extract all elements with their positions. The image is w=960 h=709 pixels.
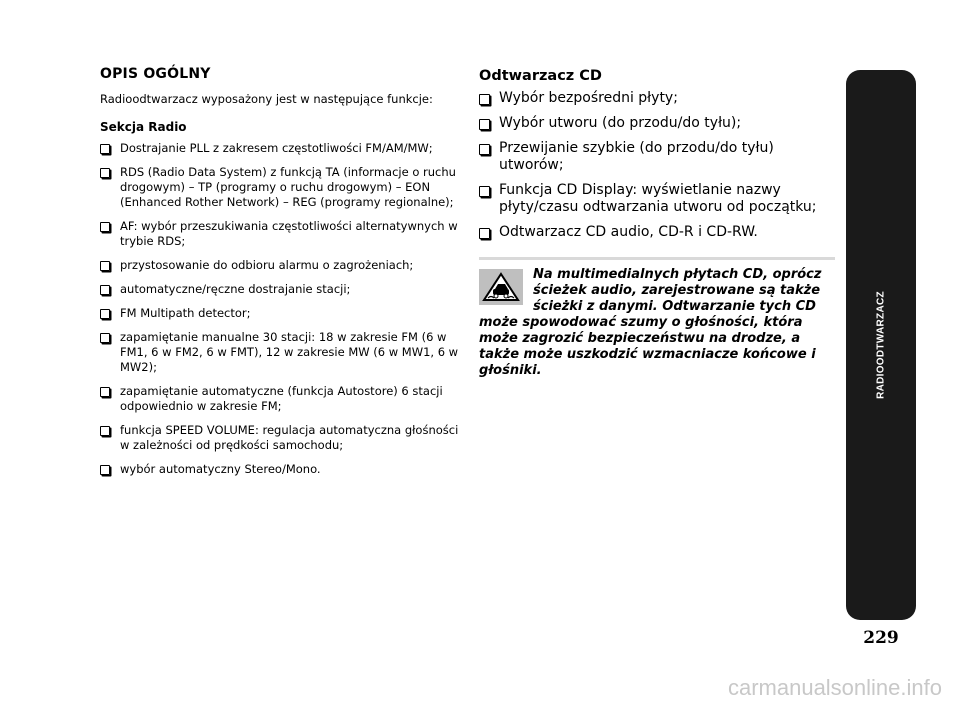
checkbox-bullet-icon — [479, 186, 490, 197]
checkbox-bullet-icon — [100, 426, 110, 436]
radio-subheading: Sekcja Radio — [100, 120, 187, 134]
checkbox-bullet-icon — [100, 285, 110, 295]
list-item: FM Multipath detector; — [100, 306, 460, 321]
list-item: wybór automatyczny Stereo/Mono. — [100, 462, 460, 477]
chapter-side-tab — [846, 70, 916, 620]
list-item: AF: wybór przeszukiwania częstotliwości alternatywnych w trybie RDS; — [100, 219, 460, 249]
warning-box — [479, 257, 835, 379]
left-column — [100, 66, 460, 486]
list-item: Przewijanie szybkie (do przodu/do tyłu) utworów; — [479, 140, 835, 174]
intro-text: Radioodtwarzacz wyposażony jest w następujące funkcje: — [100, 92, 433, 106]
list-item: Wybór bezpośredni płyty; — [479, 90, 835, 107]
checkbox-bullet-icon — [479, 119, 490, 130]
warning-text: Na multimedialnych płytach CD, oprócz ścieżek audio, zarejestrowane są także ścieżki z danymi. Odtwarzanie tych CD może spowodować szumy o głośności, która może zagrozić bezpieczeństwu na drodze, a także może uszkodzić wzmacniacze końcowe i głośniki. — [479, 267, 822, 378]
checkbox-bullet-icon — [100, 465, 110, 475]
radio-features-list — [100, 141, 460, 477]
list-item: Odtwarzacz CD audio, CD-R i CD-RW. — [479, 224, 835, 241]
list-item: przystosowanie do odbioru alarmu o zagrożeniach; — [100, 258, 460, 273]
list-item: automatyczne/ręczne dostrajanie stacji; — [100, 282, 460, 297]
list-item: RDS (Radio Data System) z funkcją TA (informacje o ruchu drogowym) – TP (programy o ruchu drogowym) – EON (Enhanced Rother Network) – REG (programy regionalne); — [100, 165, 460, 210]
section-heading: OPIS OGÓLNY — [100, 66, 211, 82]
list-item: zapamiętanie manualne 30 stacji: 18 w zakresie FM (6 w FM1, 6 w FM2, 6 w FMT), 12 w zakresie MW (6 w MW1, 6 w MW2); — [100, 330, 460, 375]
list-item: Wybór utworu (do przodu/do tyłu); — [479, 115, 835, 132]
chapter-label: RADIOODTWARZACZ — [875, 291, 887, 399]
cd-player-heading: Odtwarzacz CD — [479, 68, 602, 84]
checkbox-bullet-icon — [100, 333, 110, 343]
page-number: 229 — [863, 628, 899, 648]
checkbox-bullet-icon — [479, 94, 490, 105]
right-column — [479, 68, 835, 249]
checkbox-bullet-icon — [100, 168, 110, 178]
checkbox-bullet-icon — [479, 228, 490, 239]
list-item: Dostrajanie PLL z zakresem częstotliwości FM/AM/MW; — [100, 141, 460, 156]
cd-features-list — [479, 90, 835, 241]
checkbox-bullet-icon — [100, 261, 110, 271]
checkbox-bullet-icon — [479, 144, 490, 155]
list-item: zapamiętanie automatyczne (funkcja Autostore) 6 stacji odpowiednio w zakresie FM; — [100, 384, 460, 414]
checkbox-bullet-icon — [100, 309, 110, 319]
checkbox-bullet-icon — [100, 222, 110, 232]
list-item: funkcja SPEED VOLUME: regulacja automatyczna głośności w zależności od prędkości samochodu; — [100, 423, 460, 453]
checkbox-bullet-icon — [100, 144, 110, 154]
checkbox-bullet-icon — [100, 387, 110, 397]
car-skid-warning-icon — [479, 269, 523, 305]
list-item: Funkcja CD Display: wyświetlanie nazwy płyty/czasu odtwarzania utworu od początku; — [479, 182, 835, 216]
watermark: carmanualsonline.info — [727, 675, 942, 700]
